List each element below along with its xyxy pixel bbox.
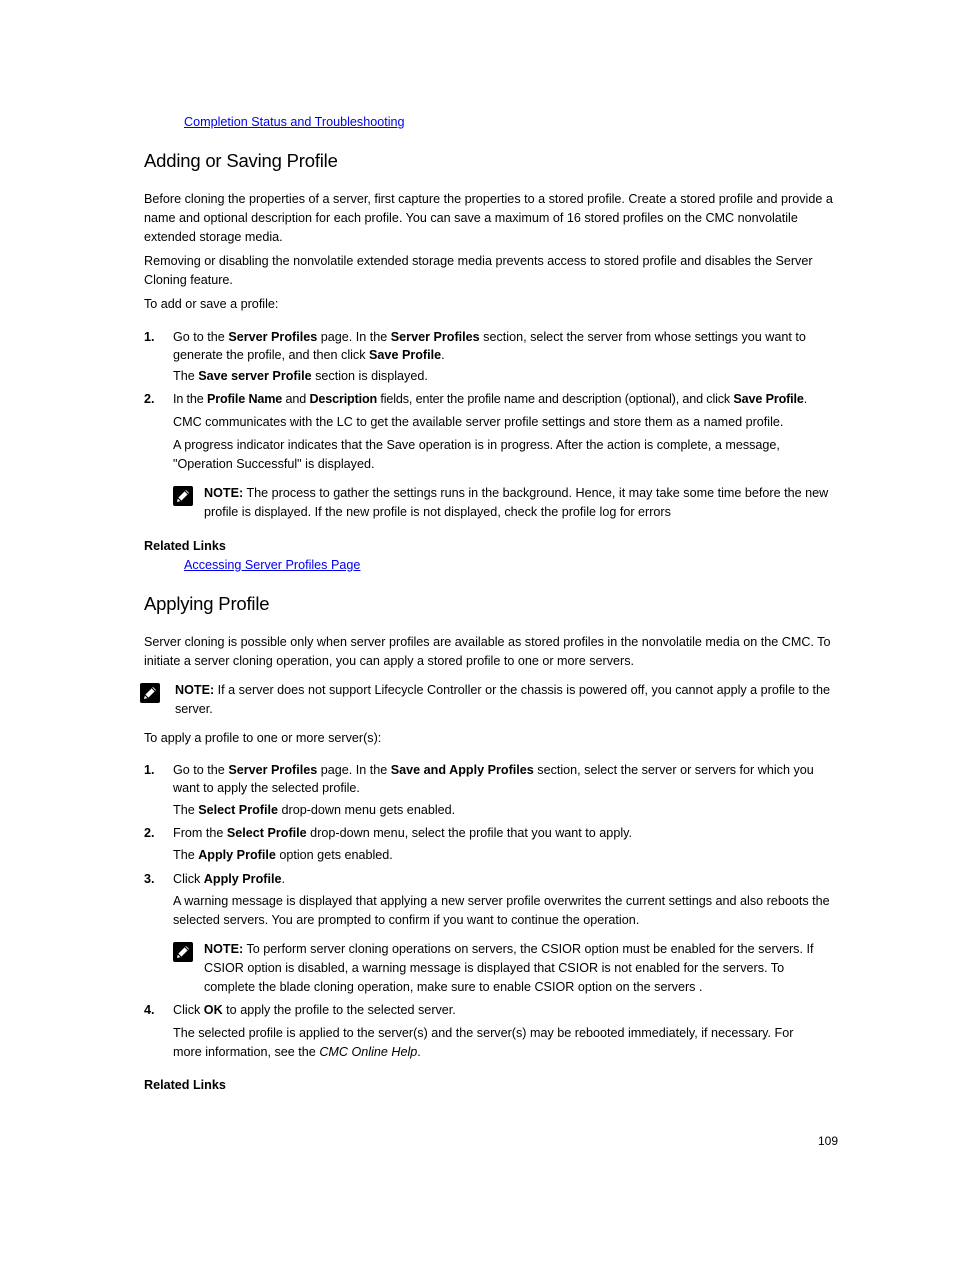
step-number: 1.	[144, 763, 155, 777]
step-number: 2.	[144, 392, 155, 406]
accessing-server-profiles-link[interactable]: Accessing Server Profiles Page	[184, 558, 361, 572]
step-detail: A warning message is displayed that applying a new server profile overwrites the current settings and also reboots the selected servers. You are prompted to confirm if you want to continue the operation.	[173, 894, 830, 927]
step-result: The Select Profile drop-down menu gets enabled.	[173, 803, 456, 817]
step-text: From the Select Profile drop-down menu, select the profile that you want to apply.	[173, 826, 632, 840]
step-number: 2.	[144, 826, 155, 840]
step-detail: CMC communicates with the LC to get the available server profile settings and store them as a named profile.	[173, 415, 784, 429]
step-text: Go to the Server Profiles page. In the Save and Apply Profiles section, select the server or servers for which you want to apply the selected profile.	[173, 763, 814, 795]
paragraph: To add or save a profile:	[144, 297, 279, 311]
step-text: Click Apply Profile.	[173, 872, 285, 886]
step-number: 1.	[144, 330, 155, 344]
note-text: NOTE: The process to gather the settings runs in the background. Hence, it may take some time before the new profile is displayed. If the new profile is not displayed, check the profile log for errors	[204, 486, 829, 519]
section-title-applying-profile: Applying Profile	[144, 593, 270, 614]
paragraph: Server cloning is possible only when server profiles are available as stored profiles in the nonvolatile media on the CMC. To initiate a server cloning operation, you can apply a stored profile to one or more servers.	[144, 635, 831, 668]
step-number: 4.	[144, 1003, 155, 1017]
pencil-note-icon	[173, 942, 193, 965]
section-title-adding-saving: Adding or Saving Profile	[144, 150, 338, 171]
step-detail: The selected profile is applied to the server(s) and the server(s) may be rebooted immediately, if necessary. For more information, see the CMC Online Help.	[173, 1026, 794, 1059]
completion-status-link[interactable]: Completion Status and Troubleshooting	[184, 115, 405, 129]
pencil-note-icon	[140, 683, 160, 706]
paragraph: Before cloning the properties of a server, first capture the properties to a stored profile. Create a stored profile and provide a name and optional description for each profile. You can save a maximum of 16 stored profiles on the CMC nonvolatile extended storage media.	[144, 192, 833, 244]
step-result: The Apply Profile option gets enabled.	[173, 848, 393, 862]
page-number: 109	[818, 1134, 839, 1148]
note-text: NOTE: If a server does not support Lifecycle Controller or the chassis is powered off, you cannot apply a profile to the server.	[175, 683, 830, 716]
step-text: In the Profile Name and Description fields, enter the profile name and description (optional), and click Save Profile.	[173, 392, 808, 406]
related-links-label: Related Links	[144, 1078, 226, 1092]
note-text: NOTE: To perform server cloning operations on servers, the CSIOR option must be enabled for the servers. If CSIOR option is disabled, a warning message is displayed that CSIOR is not enabled for the servers. To complete the blade cloning operation, make sure to enable CSIOR option on the servers .	[204, 942, 814, 994]
related-links-label: Related Links	[144, 539, 226, 553]
step-detail: A progress indicator indicates that the Save operation is in progress. After the action is complete, a message, "Operation Successful" is displayed.	[173, 438, 780, 471]
paragraph: Removing or disabling the nonvolatile extended storage media prevents access to stored profile and disables the Server Cloning feature.	[144, 254, 813, 287]
step-text: Click OK to apply the profile to the selected server.	[173, 1003, 456, 1017]
step-number: 3.	[144, 872, 155, 886]
paragraph: To apply a profile to one or more server(s):	[144, 731, 382, 745]
pencil-note-icon	[173, 486, 193, 509]
step-result: The Save server Profile section is displayed.	[173, 369, 428, 383]
step-text: Go to the Server Profiles page. In the Server Profiles section, select the server from whose settings you want to generate the profile, and then click Save Profile.	[173, 330, 806, 362]
